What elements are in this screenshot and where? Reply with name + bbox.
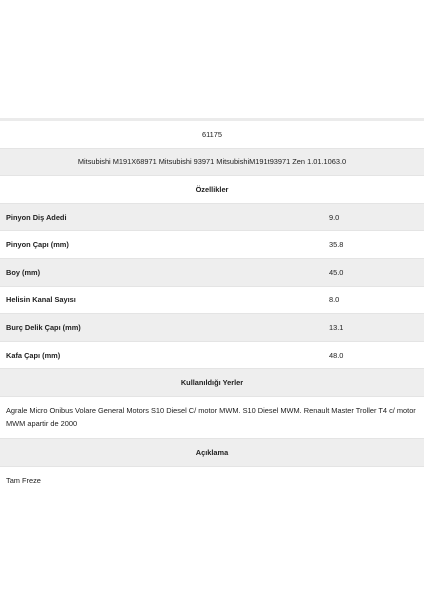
product-code-row	[0, 121, 424, 149]
feature-value: 9.0	[329, 212, 340, 222]
feature-row	[0, 231, 424, 259]
feature-row	[0, 259, 424, 287]
usage-header	[0, 369, 424, 397]
product-code: 61175	[201, 129, 222, 139]
compatible-models-row	[0, 149, 424, 177]
product-spec-table	[0, 118, 424, 494]
feature-row	[0, 342, 424, 370]
feature-value: 8.0	[329, 295, 340, 305]
feature-value: 35.8	[329, 240, 344, 250]
feature-label: Burç Delik Çapı (mm)	[6, 322, 81, 332]
features-header	[0, 176, 424, 204]
feature-label: Boy (mm)	[6, 267, 41, 277]
features-title: Özellikler	[195, 184, 229, 194]
description-header	[0, 439, 424, 467]
feature-value: 48.0	[329, 350, 344, 360]
feature-label: Kafa Çapı (mm)	[6, 350, 61, 360]
feature-label: Helisin Kanal Sayısı	[6, 295, 76, 305]
feature-label: Pinyon Çapı (mm)	[6, 240, 69, 250]
feature-value: 13.1	[329, 322, 344, 332]
feature-row	[0, 204, 424, 232]
usage-text: Agrale Micro Onibus Volare General Motors S10 Diesel C/ motor MWM. S10 Diesel MWM. Renault Master Troller T4 c/ motor MWM apartir de 2000	[6, 405, 416, 428]
feature-row	[0, 314, 424, 342]
usage-row	[0, 397, 424, 439]
description-title: Açıklama	[195, 447, 229, 457]
description-row	[0, 467, 424, 495]
usage-title: Kullanıldığı Yerler	[180, 378, 244, 388]
description-text: Tam Freze	[6, 475, 41, 485]
feature-row	[0, 287, 424, 315]
feature-label: Pinyon Diş Adedi	[6, 212, 67, 222]
compatible-models: Mitsubishi M191X68971 Mitsubishi 93971 MitsubishiM191t93971 Zen 1.01.1063.0	[77, 157, 347, 167]
feature-value: 45.0	[329, 267, 344, 277]
